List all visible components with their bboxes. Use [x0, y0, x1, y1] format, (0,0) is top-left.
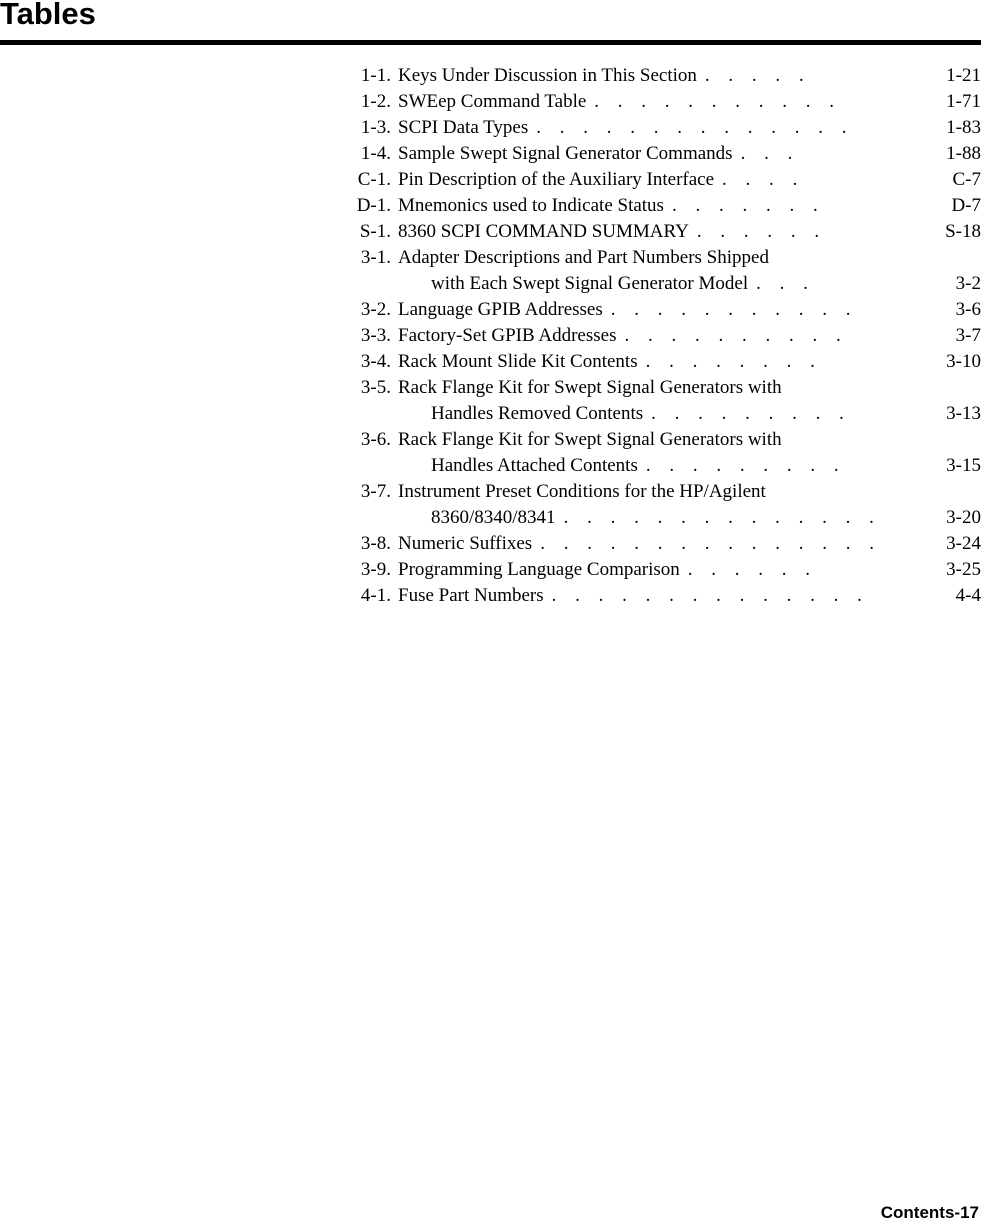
table-number: 3-6.	[361, 427, 391, 453]
table-title: Rack Mount Slide Kit Contents	[398, 351, 638, 372]
toc-continuation-line	[330, 271, 981, 297]
table-number: 1-3.	[361, 115, 391, 141]
page-number[interactable]: 3-10	[946, 349, 981, 375]
table-number: 3-7.	[361, 479, 391, 505]
table-title: with Each Swept Signal Generator Model	[431, 273, 748, 294]
page-number[interactable]: 3-2	[956, 271, 981, 297]
toc-entry[interactable]	[330, 89, 981, 115]
dot-leader: . . . . . . . . .	[646, 455, 846, 476]
toc-continuation-line	[330, 505, 981, 531]
toc-line	[330, 115, 981, 141]
table-title: Factory-Set GPIB Addresses	[398, 325, 616, 346]
dot-leader: . . . . . . .	[672, 195, 825, 216]
table-number: 1-4.	[361, 141, 391, 167]
dot-leader: . . . . . . . . . . .	[594, 91, 841, 112]
dot-leader: . . . .	[722, 169, 804, 190]
table-title: Handles Removed Contents	[431, 403, 643, 424]
toc-entry[interactable]	[330, 219, 981, 245]
table-title: Mnemonics used to Indicate Status	[398, 195, 664, 216]
toc-entry[interactable]	[330, 479, 981, 531]
title-rule	[0, 40, 981, 45]
toc-line	[330, 427, 981, 453]
page-number[interactable]: 3-15	[946, 453, 981, 479]
dot-leader: . . . . . . . . . . .	[611, 299, 858, 320]
page-number[interactable]: 3-13	[946, 401, 981, 427]
list-of-tables	[330, 63, 981, 609]
table-title: Keys Under Discussion in This Section	[398, 65, 697, 86]
table-number: 3-3.	[361, 323, 391, 349]
toc-line	[330, 89, 981, 115]
toc-entry[interactable]	[330, 375, 981, 427]
table-title: 8360 SCPI COMMAND SUMMARY	[398, 221, 689, 242]
table-title: 8360/8340/8341	[431, 507, 556, 528]
toc-line	[330, 141, 981, 167]
dot-leader: . . . . . . . . . . . . . .	[536, 117, 853, 138]
page-number[interactable]: C-7	[953, 167, 981, 193]
toc-entry[interactable]	[330, 115, 981, 141]
dot-leader: . . . . . . . . .	[651, 403, 851, 424]
toc-continuation-line	[330, 401, 981, 427]
table-number: C-1.	[358, 167, 391, 193]
toc-entry[interactable]	[330, 323, 981, 349]
toc-line	[330, 375, 981, 401]
table-number: 3-2.	[361, 297, 391, 323]
dot-leader: . . . . . . . . . . . . . .	[564, 507, 881, 528]
page-number[interactable]: 3-6	[956, 297, 981, 323]
toc-entry[interactable]	[330, 297, 981, 323]
page-number[interactable]: S-18	[945, 219, 981, 245]
table-title: SWEep Command Table	[398, 91, 586, 112]
page-number[interactable]: 3-25	[946, 557, 981, 583]
page-number[interactable]: 1-83	[946, 115, 981, 141]
table-title: Instrument Preset Conditions for the HP/Agilent	[398, 481, 766, 502]
table-title: Rack Flange Kit for Swept Signal Generators with	[398, 377, 782, 398]
table-title: Programming Language Comparison	[398, 559, 680, 580]
page-footer: Contents-17	[881, 1202, 979, 1224]
dot-leader: . . . . . . . . . . . . . .	[552, 585, 869, 606]
table-title: Pin Description of the Auxiliary Interface	[398, 169, 714, 190]
toc-entry[interactable]	[330, 141, 981, 167]
toc-entry[interactable]	[330, 167, 981, 193]
dot-leader: . . . . . .	[688, 559, 817, 580]
table-number: S-1.	[360, 219, 391, 245]
toc-line	[330, 583, 981, 609]
dot-leader: . . . . .	[705, 65, 811, 86]
toc-line	[330, 193, 981, 219]
table-number: 4-1.	[361, 583, 391, 609]
page-number[interactable]: 3-7	[956, 323, 981, 349]
toc-line	[330, 63, 981, 89]
page-title: Tables	[0, 0, 96, 34]
toc-entry[interactable]	[330, 245, 981, 297]
table-number: 3-9.	[361, 557, 391, 583]
table-number: 3-4.	[361, 349, 391, 375]
table-title: Language GPIB Addresses	[398, 299, 603, 320]
dot-leader: . . . . . . . . . . . . . . .	[540, 533, 881, 554]
toc-line	[330, 167, 981, 193]
page-number[interactable]: D-7	[951, 193, 981, 219]
toc-entry[interactable]	[330, 583, 981, 609]
toc-line	[330, 479, 981, 505]
toc-line	[330, 349, 981, 375]
table-title: Adapter Descriptions and Part Numbers Shipped	[398, 247, 769, 268]
table-title: SCPI Data Types	[398, 117, 528, 138]
toc-entry[interactable]	[330, 193, 981, 219]
table-number: 3-8.	[361, 531, 391, 557]
table-number: 3-5.	[361, 375, 391, 401]
page-number[interactable]: 1-71	[946, 89, 981, 115]
page-number[interactable]: 1-21	[946, 63, 981, 89]
toc-line	[330, 245, 981, 271]
table-title: Sample Swept Signal Generator Commands	[398, 143, 733, 164]
dot-leader: . . .	[741, 143, 800, 164]
table-title: Numeric Suffixes	[398, 533, 532, 554]
toc-line	[330, 297, 981, 323]
table-number: 1-2.	[361, 89, 391, 115]
dot-leader: . . . . . . . .	[646, 351, 822, 372]
page-number[interactable]: 4-4	[956, 583, 981, 609]
toc-line	[330, 323, 981, 349]
toc-continuation-line	[330, 453, 981, 479]
dot-leader: . . . . . .	[697, 221, 826, 242]
toc-entry[interactable]	[330, 427, 981, 479]
toc-line	[330, 219, 981, 245]
page-number[interactable]: 3-24	[946, 531, 981, 557]
toc-line	[330, 531, 981, 557]
table-number: 3-1.	[361, 245, 391, 271]
toc-entry[interactable]	[330, 349, 981, 375]
dot-leader: . . .	[756, 273, 815, 294]
toc-entry[interactable]	[330, 557, 981, 583]
table-title: Fuse Part Numbers	[398, 585, 544, 606]
table-number: 1-1.	[361, 63, 391, 89]
page-number[interactable]: 1-88	[946, 141, 981, 167]
table-number: D-1.	[357, 193, 391, 219]
table-title: Rack Flange Kit for Swept Signal Generators with	[398, 429, 782, 450]
table-title: Handles Attached Contents	[431, 455, 638, 476]
toc-entry[interactable]	[330, 531, 981, 557]
page-number[interactable]: 3-20	[946, 505, 981, 531]
toc-entry[interactable]	[330, 63, 981, 89]
dot-leader: . . . . . . . . . .	[624, 325, 847, 346]
toc-line	[330, 557, 981, 583]
